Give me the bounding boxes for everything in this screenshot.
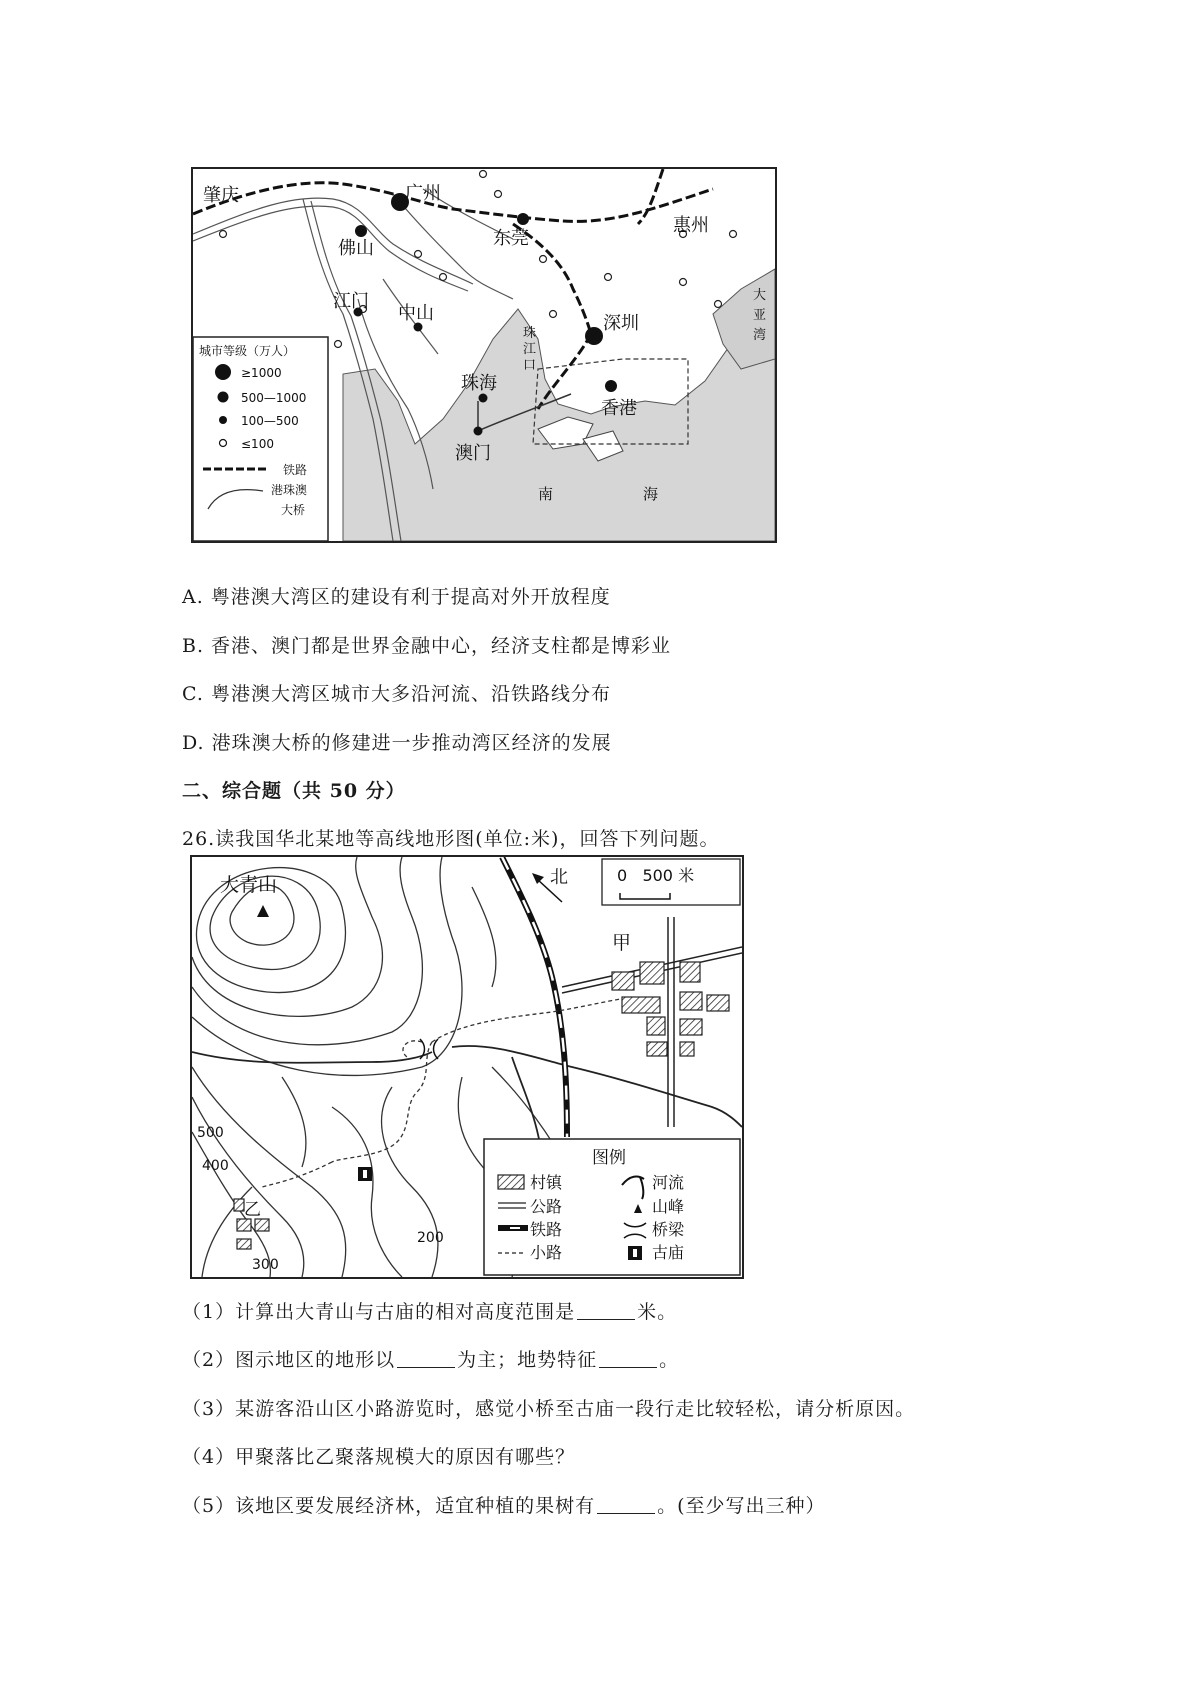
legend-temple: 古庙 xyxy=(652,1243,685,1262)
label-zhuhai: 珠海 xyxy=(461,373,497,394)
answer-blank-5[interactable] xyxy=(597,1495,655,1514)
legend-road: 公路 xyxy=(530,1197,563,1216)
scale-bar xyxy=(602,859,740,905)
label-jia: 甲 xyxy=(612,932,632,954)
contour-label-500: 500 xyxy=(197,1125,224,1141)
section-heading: 二、综合题（共 50 分） xyxy=(182,780,406,802)
map1-legend xyxy=(193,337,328,541)
label-nanhai-1: 南 xyxy=(538,485,554,503)
map2-legend xyxy=(484,1139,740,1275)
village-jia xyxy=(612,962,729,1056)
option-d: D. 港珠澳大桥的修建进一步推动湾区经济的发展 xyxy=(182,732,612,754)
legend-railway: 铁路 xyxy=(530,1220,563,1239)
subquestion-5 xyxy=(182,1491,826,1518)
label-dayawan-2: 亚 xyxy=(753,308,767,323)
legend-title: 图例 xyxy=(592,1148,626,1168)
q2-text-b: 为主；地势特征 xyxy=(457,1349,598,1371)
q2-text-c: 。 xyxy=(659,1349,680,1371)
label-macau: 澳门 xyxy=(455,443,491,464)
label-dongguan: 东莞 xyxy=(493,228,529,249)
label-dayawan-3: 湾 xyxy=(753,328,767,343)
legend-path: 小路 xyxy=(530,1243,563,1262)
mountain-path xyxy=(332,997,632,1162)
legend-railway: 铁路 xyxy=(283,463,308,477)
label-huizhou: 惠州 xyxy=(673,215,709,236)
contour-map xyxy=(190,855,744,1279)
label-nanhai-2: 海 xyxy=(643,485,659,503)
contour-label-400: 400 xyxy=(202,1158,229,1174)
label-peak: 大青山 xyxy=(220,874,278,896)
label-zhongshan: 中山 xyxy=(398,303,434,324)
answer-blank-1[interactable] xyxy=(577,1301,635,1320)
label-zhaoqing: 肇庆 xyxy=(203,185,239,206)
label-foshan: 佛山 xyxy=(338,238,374,259)
legend-peak: 山峰 xyxy=(652,1197,685,1216)
q1-text-a: （1）计算出大青山与古庙的相对高度范围是 xyxy=(182,1301,576,1323)
legend-item-2: 500—1000 xyxy=(241,391,307,405)
north-label: 北 xyxy=(550,867,568,888)
scale-label: 0 500 米 xyxy=(617,866,695,885)
option-a: A. 粤港澳大湾区的建设有利于提高对外开放程度 xyxy=(182,586,611,608)
option-b: B. 香港、澳门都是世界金融中心，经济支柱都是博彩业 xyxy=(182,635,672,657)
legend-item-3: 100—500 xyxy=(241,414,299,428)
contour-map-figure xyxy=(192,857,742,1277)
legend-bridge-1: 港珠澳 xyxy=(271,483,308,497)
subquestion-4: （4）甲聚落比乙聚落规模大的原因有哪些？ xyxy=(182,1446,576,1468)
contour-label-200: 200 xyxy=(417,1230,444,1246)
label-yi: 乙 xyxy=(244,1200,261,1220)
legend-village: 村镇 xyxy=(530,1173,563,1192)
label-dayawan-1: 大 xyxy=(753,288,767,303)
label-jiangmen: 江门 xyxy=(333,291,369,312)
peak-symbol xyxy=(257,905,269,917)
answer-blank-2a[interactable] xyxy=(397,1349,455,1368)
answer-blank-2b[interactable] xyxy=(599,1349,657,1368)
bay-area-map-figure xyxy=(193,169,775,541)
option-c: C. 粤港澳大湾区城市大多沿河流、沿铁路线分布 xyxy=(182,683,611,705)
subquestion-1 xyxy=(182,1297,677,1324)
temple-symbol xyxy=(358,1167,372,1181)
small-towns xyxy=(220,171,737,348)
legend-river: 河流 xyxy=(652,1173,685,1192)
label-hongkong: 香港 xyxy=(601,398,637,419)
legend-item-1: ≥1000 xyxy=(241,366,282,380)
subquestion-2 xyxy=(182,1345,679,1372)
label-pearl-mouth-3: 口 xyxy=(523,358,537,373)
label-pearl-mouth-1: 珠 xyxy=(523,326,537,341)
q5-text-a: （5）该地区要发展经济林，适宜种植的果树有 xyxy=(182,1495,596,1517)
q1-text-b: 米。 xyxy=(637,1301,678,1323)
legend-item-4: ≤100 xyxy=(241,437,274,451)
label-shenzhen: 深圳 xyxy=(603,313,639,334)
contour-label-300: 300 xyxy=(252,1257,279,1273)
legend-bridge-2: 大桥 xyxy=(281,503,306,517)
legend-title: 城市等级（万人） xyxy=(199,344,296,358)
subquestion-3: （3）某游客沿山区小路游览时，感觉小桥至古庙一段行走比较轻松，请分析原因。 xyxy=(182,1398,916,1420)
label-pearl-mouth-2: 江 xyxy=(523,342,537,357)
label-guangzhou: 广州 xyxy=(405,183,441,204)
north-arrow xyxy=(532,867,568,902)
q5-text-b: 。(至少写出三种） xyxy=(657,1495,826,1517)
q2-text-a: （2）图示地区的地形以 xyxy=(182,1349,396,1371)
question-26: 26.读我国华北某地等高线地形图(单位:米)，回答下列问题。 xyxy=(182,828,720,850)
bay-area-map xyxy=(191,167,777,543)
legend-bridge: 桥梁 xyxy=(652,1220,685,1239)
